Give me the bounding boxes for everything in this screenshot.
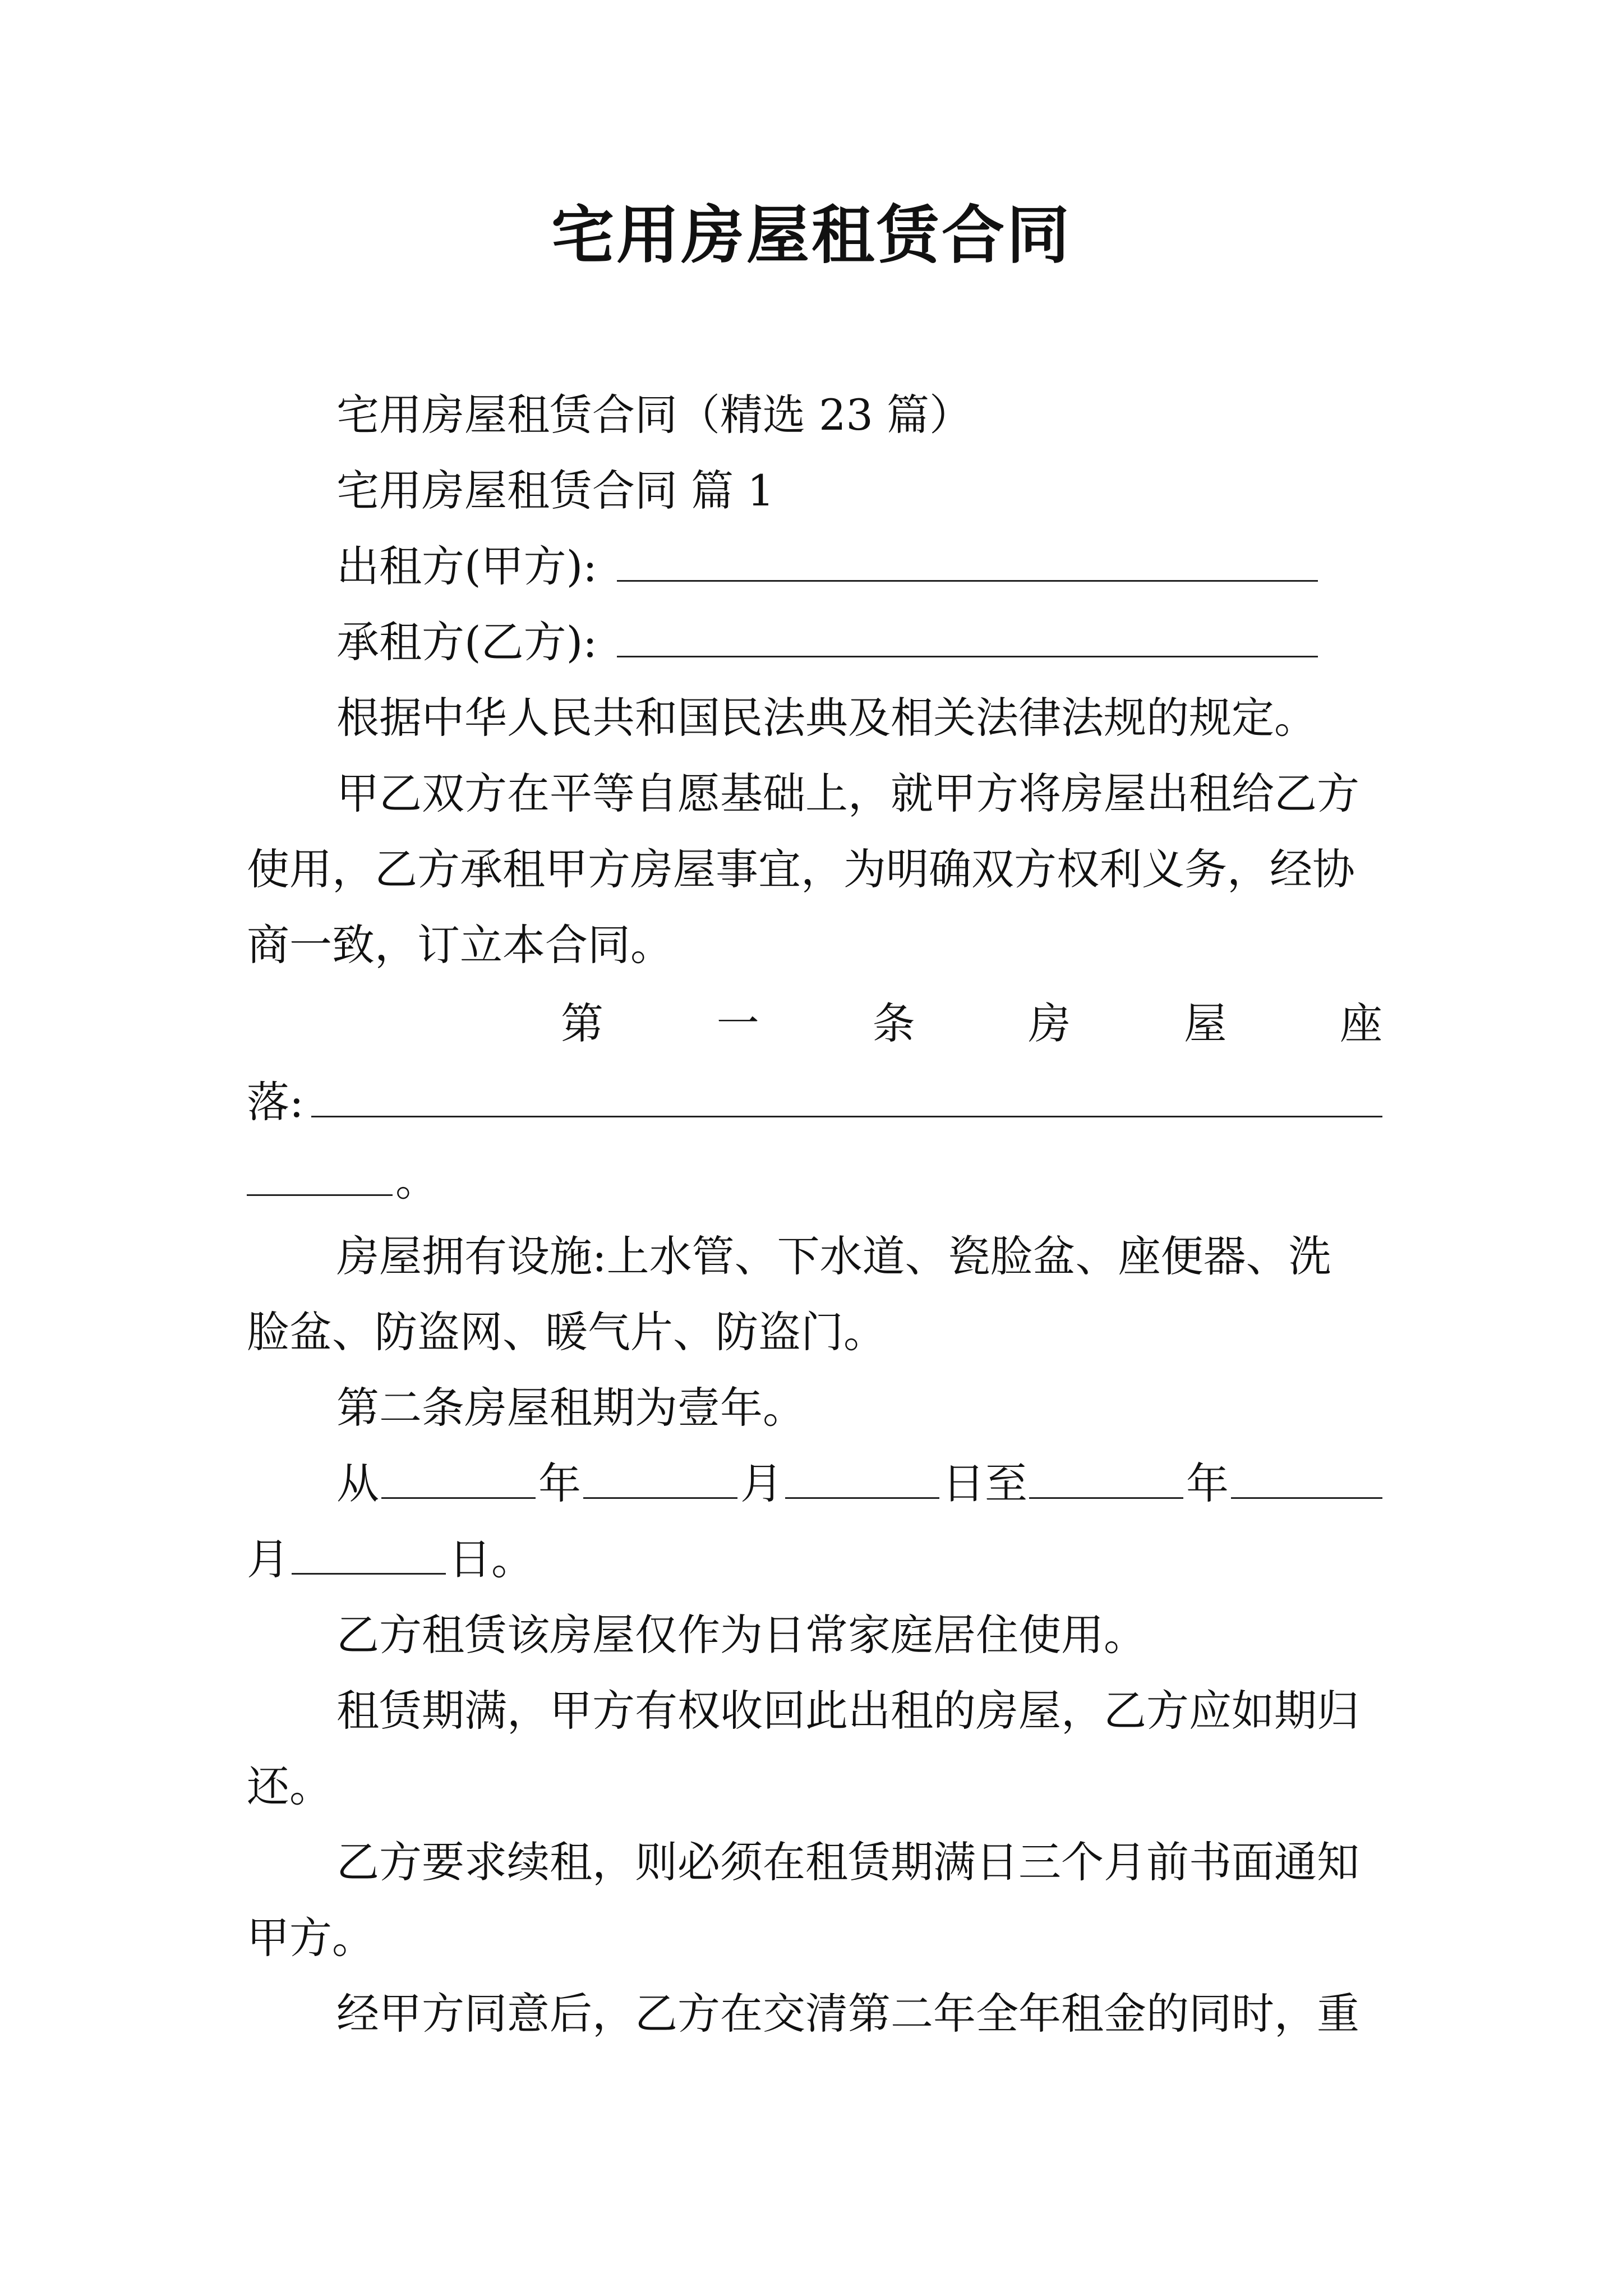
article-1-location-line bbox=[0, 1063, 1623, 1142]
chapter-line bbox=[0, 452, 1623, 530]
chapter-heading: 宅用房屋租赁合同 篇 1 bbox=[336, 466, 774, 516]
article-char: 房 bbox=[1028, 999, 1071, 1048]
article-char: 第 bbox=[561, 999, 603, 1048]
period-month-2: 月 bbox=[247, 1534, 289, 1584]
renewal-text: 乙方要求续租，则必须在租赁期满日三个月前书面通知 bbox=[336, 1837, 1359, 1887]
intro-text: 商一致，订立本合同。 bbox=[247, 920, 673, 970]
period-from: 从 bbox=[336, 1458, 379, 1508]
lessor-line bbox=[0, 527, 1623, 606]
period-line-1 bbox=[0, 1444, 1623, 1523]
start-month-blank bbox=[583, 1497, 737, 1499]
renewal-line-2 bbox=[0, 1899, 1623, 1977]
subtitle-line bbox=[0, 376, 1623, 454]
period-year-2: 年 bbox=[1186, 1458, 1229, 1508]
period-line-2 bbox=[0, 1520, 1623, 1599]
article-char: 座 bbox=[1339, 999, 1382, 1048]
location-blank-cont bbox=[247, 1194, 393, 1196]
start-year-blank bbox=[381, 1497, 536, 1499]
end-year-blank bbox=[1029, 1497, 1183, 1499]
article-2-text: 第二条房屋租期为壹年。 bbox=[336, 1383, 805, 1433]
article-char: 屋 bbox=[1184, 999, 1227, 1048]
renewal-line-1 bbox=[0, 1823, 1623, 1902]
period-year-1: 年 bbox=[538, 1458, 581, 1508]
lessee-label: 承租方(乙方): bbox=[336, 617, 597, 667]
intro-line-3 bbox=[0, 906, 1623, 984]
intro-text: 甲乙双方在平等自愿基础上，就甲方将房屋出租给乙方 bbox=[336, 769, 1359, 818]
subtitle: 宅用房屋租赁合同（精选 23 篇） bbox=[336, 390, 972, 440]
period-day-2: 日。 bbox=[449, 1534, 534, 1584]
period-day-to: 日至 bbox=[942, 1458, 1027, 1508]
lessor-label: 出租方(甲方): bbox=[336, 541, 597, 591]
document-title: 宅用房屋租赁合同 bbox=[551, 199, 1072, 272]
article-1-heading bbox=[561, 984, 1382, 1063]
intro-line-1 bbox=[0, 754, 1623, 833]
usage-line bbox=[0, 1596, 1623, 1674]
end-day-blank bbox=[292, 1573, 446, 1575]
lessee-line bbox=[0, 603, 1623, 682]
article-1-location-end bbox=[0, 1142, 1623, 1220]
expiry-text: 还。 bbox=[247, 1761, 332, 1811]
start-day-blank bbox=[785, 1497, 939, 1499]
facilities-line-1 bbox=[0, 1217, 1623, 1296]
intro-line-2 bbox=[0, 830, 1623, 909]
article-2-line bbox=[0, 1369, 1623, 1447]
facilities-text: 脸盆、防盗网、暖气片、防盗门。 bbox=[247, 1307, 886, 1357]
lessor-blank bbox=[617, 580, 1318, 582]
facilities-line-2 bbox=[0, 1293, 1623, 1372]
article-1-heading-line bbox=[0, 984, 1623, 1063]
expiry-text: 租赁期满，甲方有权收回此出租的房屋，乙方应如期归 bbox=[336, 1686, 1359, 1736]
basis-line bbox=[0, 679, 1623, 757]
after-consent-line bbox=[0, 1975, 1623, 2053]
expiry-line-1 bbox=[0, 1672, 1623, 1750]
intro-text: 使用，乙方承租甲方房屋事宜，为明确双方权利义务，经协 bbox=[247, 844, 1355, 894]
usage-text: 乙方租赁该房屋仅作为日常家庭居住使用。 bbox=[336, 1610, 1146, 1660]
facilities-text: 房屋拥有设施:上水管、下水道、瓷脸盆、座便器、洗 bbox=[336, 1231, 1331, 1281]
location-blank bbox=[311, 1116, 1382, 1117]
expiry-line-2 bbox=[0, 1747, 1623, 1826]
article-char: 一 bbox=[716, 999, 759, 1048]
end-month-blank bbox=[1231, 1497, 1382, 1499]
location-label: 落: bbox=[247, 1077, 304, 1127]
location-end-mark: 。 bbox=[395, 1156, 438, 1205]
legal-basis: 根据中华人民共和国民法典及相关法律法规的规定。 bbox=[336, 693, 1317, 743]
renewal-text: 甲方。 bbox=[247, 1913, 375, 1963]
article-char: 条 bbox=[872, 999, 915, 1048]
after-consent-text: 经甲方同意后，乙方在交清第二年全年租金的同时，重 bbox=[336, 1989, 1359, 2039]
lessee-blank bbox=[617, 656, 1318, 657]
period-month-1: 月 bbox=[740, 1458, 783, 1508]
